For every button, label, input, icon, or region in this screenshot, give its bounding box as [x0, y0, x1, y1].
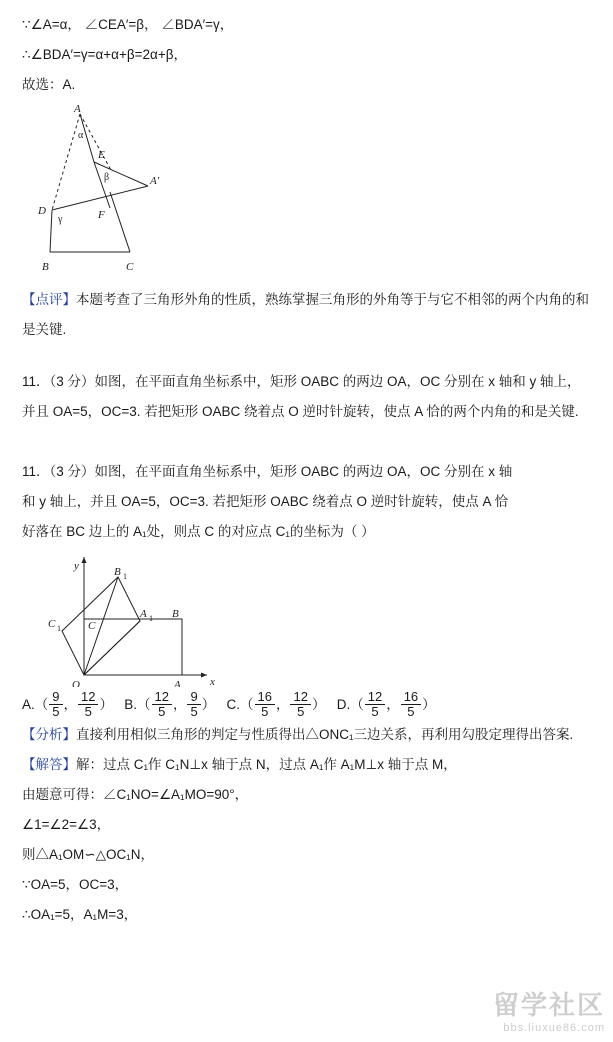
solution-line-5: ∵OA=5，OC=3， [22, 877, 129, 892]
choice-d-close: ） [422, 697, 436, 712]
problem-first-block [0, 367, 613, 427]
watermark-sub: bbs.liuxue86.com [503, 1022, 605, 1034]
svg-text:C: C [48, 618, 56, 630]
comment-tag: 【点评】 [22, 292, 76, 307]
figure-triangle-diagram [0, 100, 613, 283]
answer-choices [0, 690, 613, 720]
choice-a-key: A. [22, 697, 35, 712]
comment-block [0, 285, 613, 345]
solution-line-1-text: 解：过点 C₁作 C₁N⊥x 轴于点 N，过点 A₁作 A₁M⊥x 轴于点 M， [76, 757, 457, 772]
choice-b-key: B. [124, 697, 138, 712]
solution-line-3: ∠1=∠2=∠3， [22, 817, 111, 832]
choice-c[interactable] [226, 689, 330, 719]
choice-a-close: ） [99, 697, 113, 712]
choice-d-open: （ [350, 697, 364, 712]
choice-b-open: （ [137, 697, 151, 712]
choice-c-frac1: $\frac{16}{5}$ [255, 690, 275, 718]
watermark [493, 985, 605, 1034]
svg-text:β: β [104, 172, 110, 183]
choice-c-close: ） [311, 697, 326, 712]
svg-text:A: A [74, 103, 81, 115]
svg-text:1: 1 [57, 624, 61, 633]
choice-b-close: ） [201, 697, 216, 712]
choice-a-frac1: $\frac{9}{5}$ [49, 690, 62, 718]
choice-b-frac1: $\frac{12}{5}$ [152, 690, 172, 718]
figure1-svg [22, 100, 222, 280]
top-line-1: ∵∠A=α， ∠CEA′=β， ∠BDA′=γ， [22, 17, 234, 32]
solution-line-4: 则△A₁OM∽△OC₁N， [22, 847, 155, 862]
problem-first-text: 11．（3 分）如图，在平面直角坐标系中，矩形 OABC 的两边 OA，OC 分别在 x 轴和 y 轴上，并且 OA=5，OC=3. 若把矩形 OABC 绕着点 O 逆时针旋转，使点 A 恰的两个内角的和是关键. [22, 374, 581, 419]
choice-a-open: （ [34, 697, 49, 712]
svg-text:O: O [72, 679, 80, 687]
solution-line-6: ∴OA₁=5，A₁M=3， [22, 907, 138, 922]
choice-d-frac1: $\frac{12}{5}$ [365, 690, 385, 718]
choice-b[interactable] [124, 689, 219, 719]
solution-tag: 【解答】 [22, 757, 76, 772]
choice-d-frac2: $\frac{16}{5}$ [401, 690, 421, 718]
svg-text:F: F [98, 209, 105, 221]
svg-text:A′: A′ [150, 175, 160, 187]
svg-text:C: C [88, 620, 96, 632]
watermark-main: 留学社区 [492, 990, 605, 1020]
top-line-2: ∴∠BDA′=γ=α+α+β=2α+β， [22, 47, 187, 62]
svg-text:γ: γ [58, 214, 63, 225]
top-line-3: 故选：A. [22, 77, 76, 92]
svg-text:C: C [126, 261, 134, 273]
choice-d[interactable] [336, 689, 436, 719]
analysis-tag: 【分析】 [22, 727, 76, 742]
problem-second-line-1: 11．（3 分）如图，在平面直角坐标系中，矩形 OABC 的两边 OA，OC 分别在 x 轴 [22, 464, 513, 479]
choice-c-frac2: $\frac{12}{5}$ [290, 690, 310, 718]
solution-block [0, 750, 613, 930]
svg-text:1: 1 [149, 614, 153, 623]
figure-coordinate-diagram [0, 547, 613, 690]
choice-a-frac2: $\frac{12}{5}$ [78, 690, 98, 718]
choice-d-key: D. [336, 697, 351, 712]
choice-c-key: C. [226, 697, 240, 712]
solution-line-2: 由题意可得：∠C₁NO=∠A₁MO=90°， [22, 787, 249, 802]
analysis-block [0, 720, 613, 750]
svg-text:y: y [74, 560, 79, 572]
svg-text:B: B [114, 566, 121, 578]
solution-line-1 [22, 750, 591, 780]
analysis-text: 直接利用相似三角形的判定与性质得出△ONC₁三边关系，再利用勾股定理得出答案. [76, 727, 574, 742]
choice-a-comma: ， [63, 697, 77, 712]
choice-c-comma: ， [275, 697, 290, 712]
choice-a[interactable] [22, 689, 117, 719]
svg-text:α: α [78, 130, 84, 141]
svg-text:A: A [140, 608, 147, 620]
problem-second-line-3: 好落在 BC 边上的 A₁处，则点 C 的对应点 C₁的坐标为（ ） [22, 524, 375, 539]
choice-b-comma: ， [172, 697, 187, 712]
figure2-svg [22, 547, 232, 687]
comment-text: 本题考查了三角形外角的性质，熟练掌握三角形的外角等于与它不相邻的两个内角的和是关键. [22, 292, 589, 337]
svg-text:E: E [98, 149, 105, 161]
svg-text:x: x [210, 676, 215, 687]
svg-text:1: 1 [123, 572, 127, 581]
choice-b-frac2: $\frac{9}{5}$ [187, 690, 200, 718]
problem-second-line-2: 和 y 轴上，并且 OA=5，OC=3. 若把矩形 OABC 绕着点 O 逆时针旋转，使点 A 恰 [22, 494, 509, 509]
svg-text:B: B [42, 261, 49, 273]
choice-d-comma: ， [386, 697, 400, 712]
choice-c-open: （ [240, 697, 254, 712]
svg-text:D: D [38, 205, 46, 217]
svg-text:A: A [174, 679, 181, 687]
svg-text:B: B [172, 608, 179, 620]
